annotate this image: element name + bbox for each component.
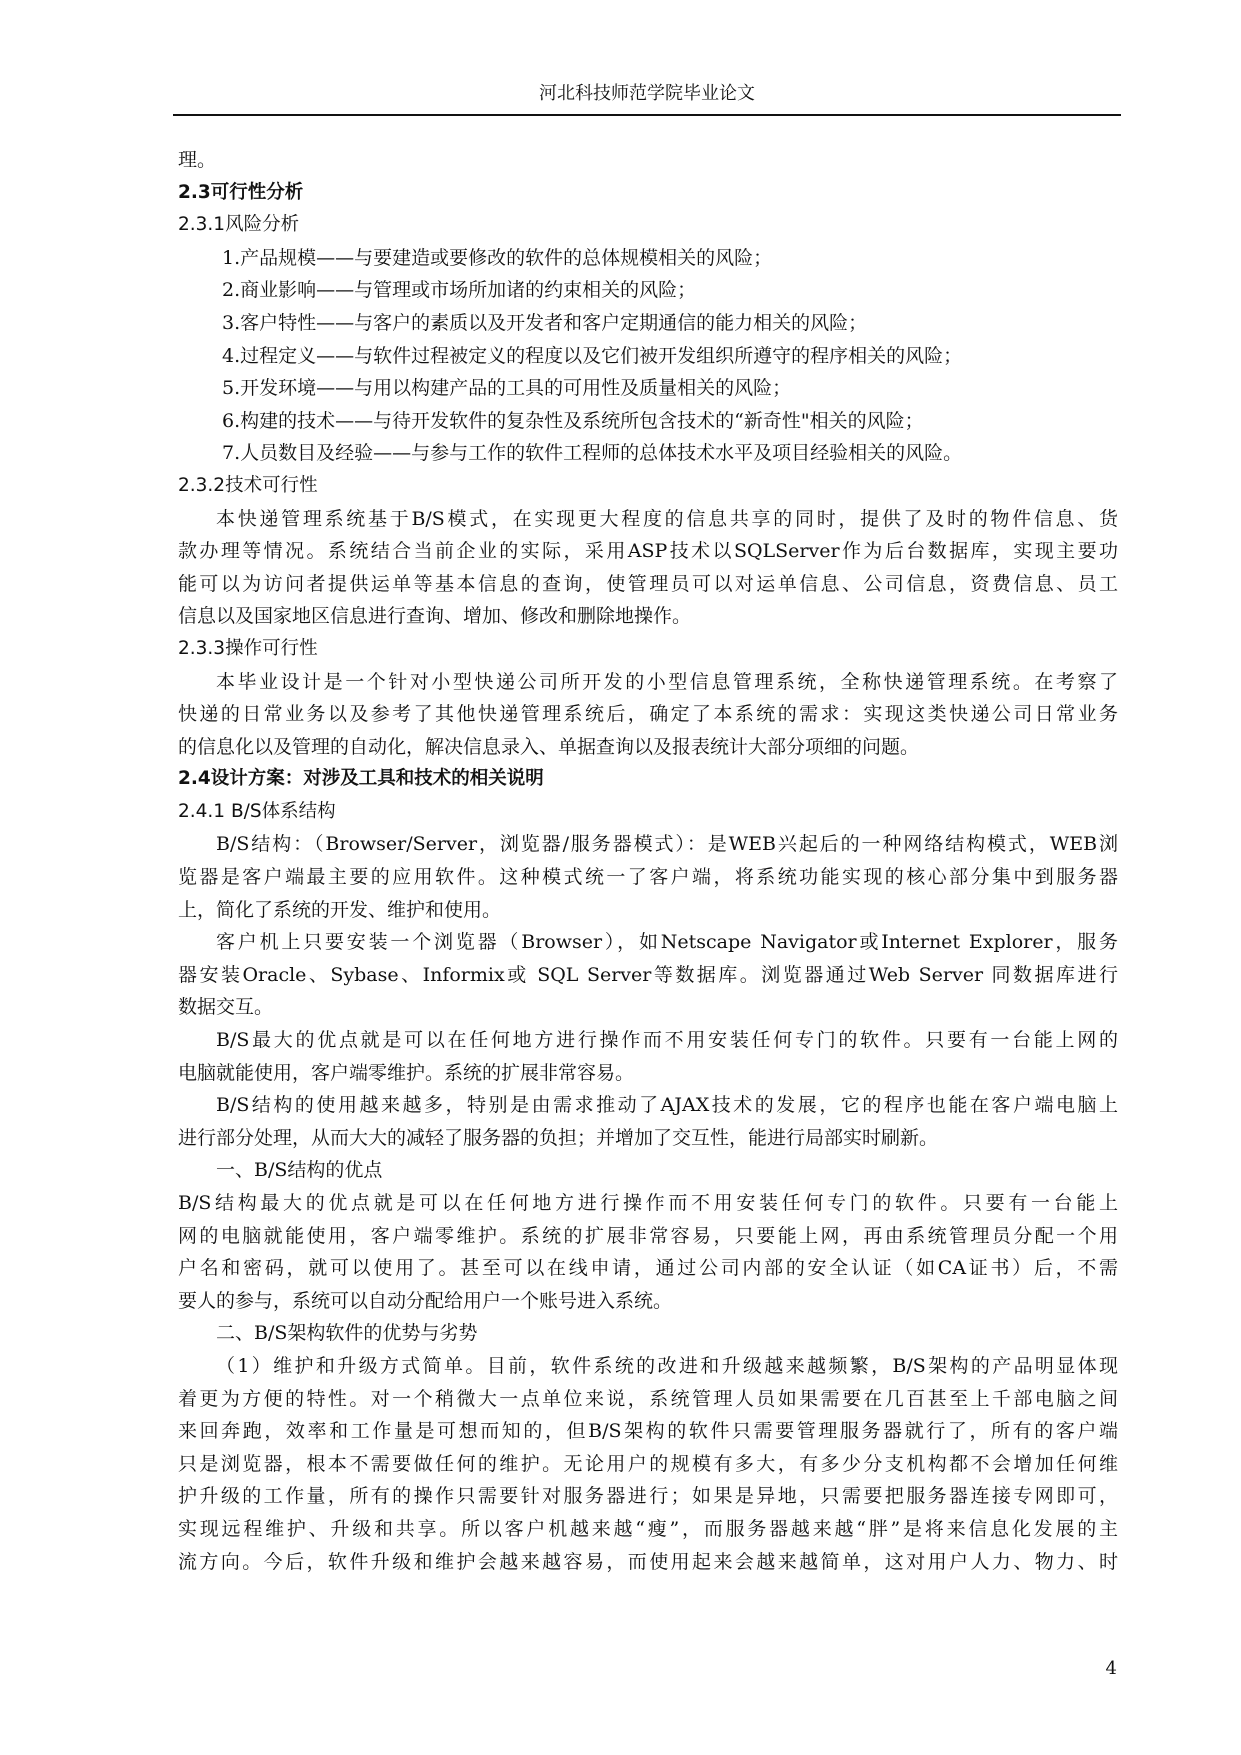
text-line: 流方向。今后，软件升级和维护会越来越容易，而使用起来会越来越简单，这对用户人力、物力、时 [178,1550,1118,1573]
text-line: 3.客户特性——与客户的素质以及开发者和客户定期通信的能力相关的风险； [222,311,868,334]
text-line: 器安装Oracle、Sybase、Informix或 SQL Server等数据库。浏览器通过Web Server 同数据库进行 [178,963,1118,986]
text-line: 着更为方便的特性。对一个稍微大一点单位来说，系统管理人员如果需要在几百甚至上千部电脑之间 [178,1387,1118,1410]
text-line: 款办理等情况。系统结合当前企业的实际，采用ASP技术以SQLServer作为后台数据库，实现主要功 [178,540,1118,563]
text-line: 的信息化以及管理的自动化，解决信息录入、单据查询以及报表统计大部分项细的问题。 [178,735,920,758]
text-line: 信息以及国家地区信息进行查询、增加、修改和删除地操作。 [178,605,692,628]
text-line: 快递的日常业务以及参考了其他快递管理系统后，确定了本系统的需求：实现这类快递公司日常业务 [178,703,1118,726]
text-line: 本快递管理系统基于B/S模式，在实现更大程度的信息共享的同时，提供了及时的物件信息、货 [216,507,1118,530]
page-header [173,78,1121,116]
section-heading: 2.3.2技术可行性 [178,474,318,496]
text-line: （1）维护和升级方式简单。目前，软件系统的改进和升级越来越频繁，B/S架构的产品明显体现 [216,1354,1118,1377]
document-body [178,144,1118,1578]
section-heading: 2.3可行性分析 [178,181,304,203]
text-line: 只是浏览器，根本不需要做任何的维护。无论用户的规模有多大，有多少分支机构都不会增加任何维 [178,1452,1118,1475]
text-line: B/S结构最大的优点就是可以在任何地方进行操作而不用安装任何专门的软件。只要有一台能上 [178,1192,1118,1214]
section-heading: 2.4设计方案：对涉及工具和技术的相关说明 [178,768,544,790]
text-line: 一、B/S结构的优点 [216,1159,383,1182]
text-line: 览器是客户端最主要的应用软件。这种模式统一了客户端，将系统功能实现的核心部分集中到服务器 [178,866,1118,889]
text-line: 理。 [178,149,217,171]
header-title: 河北科技师范学院毕业论文 [539,83,755,104]
text-line: 上，简化了系统的开发、维护和使用。 [178,898,502,921]
text-line: 电脑就能使用，客户端零维护。系统的扩展非常容易。 [178,1061,635,1084]
text-line: B/S结构的使用越来越多，特别是由需求推动了AJAX技术的发展，它的程序也能在客户端电脑上 [216,1094,1118,1117]
section-heading: 2.3.3操作可行性 [178,637,318,659]
page-number: 4 [1105,1658,1117,1679]
text-line: B/S结构：（Browser/Server，浏览器/服务器模式）：是WEB兴起后的一种网络结构模式，WEB浏 [216,833,1118,856]
text-line: 4.过程定义——与软件过程被定义的程度以及它们被开发组织所遵守的程序相关的风险； [222,344,963,367]
text-line: 户名和密码，就可以使用了。甚至可以在线申请，通过公司内部的安全认证（如CA证书）后，不需 [178,1257,1118,1280]
text-line: 进行部分处理，从而大大的减轻了服务器的负担；并增加了交互性，能进行局部实时刷新。 [178,1126,939,1149]
text-line: 7.人员数目及经验——与参与工作的软件工程师的总体技术水平及项目经验相关的风险。 [222,442,963,465]
text-line: 数据交互。 [178,996,274,1019]
text-line: 要人的参与，系统可以自动分配给用户一个账号进入系统。 [178,1289,673,1312]
section-heading: 2.4.1 B/S体系结构 [178,800,336,822]
text-line: 护升级的工作量，所有的操作只需要针对服务器进行；如果是异地，只需要把服务器连接专网即可， [178,1485,1118,1508]
text-line: B/S最大的优点就是可以在任何地方进行操作而不用安装任何专门的软件。只要有一台能上网的 [216,1029,1118,1052]
text-line: 客户机上只要安装一个浏览器（Browser），如Netscape Navigator或Internet Explorer，服务 [216,931,1118,954]
text-line: 网的电脑就能使用，客户端零维护。系统的扩展非常容易，只要能上网，再由系统管理员分配一个用 [178,1224,1118,1247]
text-line: 5.开发环境——与用以构建产品的工具的可用性及质量相关的风险； [222,377,792,400]
text-line: 本毕业设计是一个针对小型快递公司所开发的小型信息管理系统，全称快递管理系统。在考察了 [216,670,1118,693]
text-line: 能可以为访问者提供运单等基本信息的查询，使管理员可以对运单信息、公司信息，资费信息、员工 [178,572,1118,595]
text-line: 1.产品规模——与要建造或要修改的软件的总体规模相关的风险； [222,246,773,269]
section-heading: 2.3.1风险分析 [178,214,300,236]
text-line: 实现远程维护、升级和共享。所以客户机越来越“瘦”，而服务器越来越“胖”是将来信息化发展的主 [178,1517,1118,1540]
text-line: 二、B/S架构软件的优势与劣势 [216,1322,478,1345]
text-line: 来回奔跑，效率和工作量是可想而知的，但B/S架构的软件只需要管理服务器就行了，所有的客户端 [178,1420,1118,1443]
text-line: 2.商业影响——与管理或市场所加诸的约束相关的风险； [222,279,697,302]
text-line: 6.构建的技术——与待开发软件的复杂性及系统所包含技术的“新奇性"相关的风险； [222,409,924,432]
